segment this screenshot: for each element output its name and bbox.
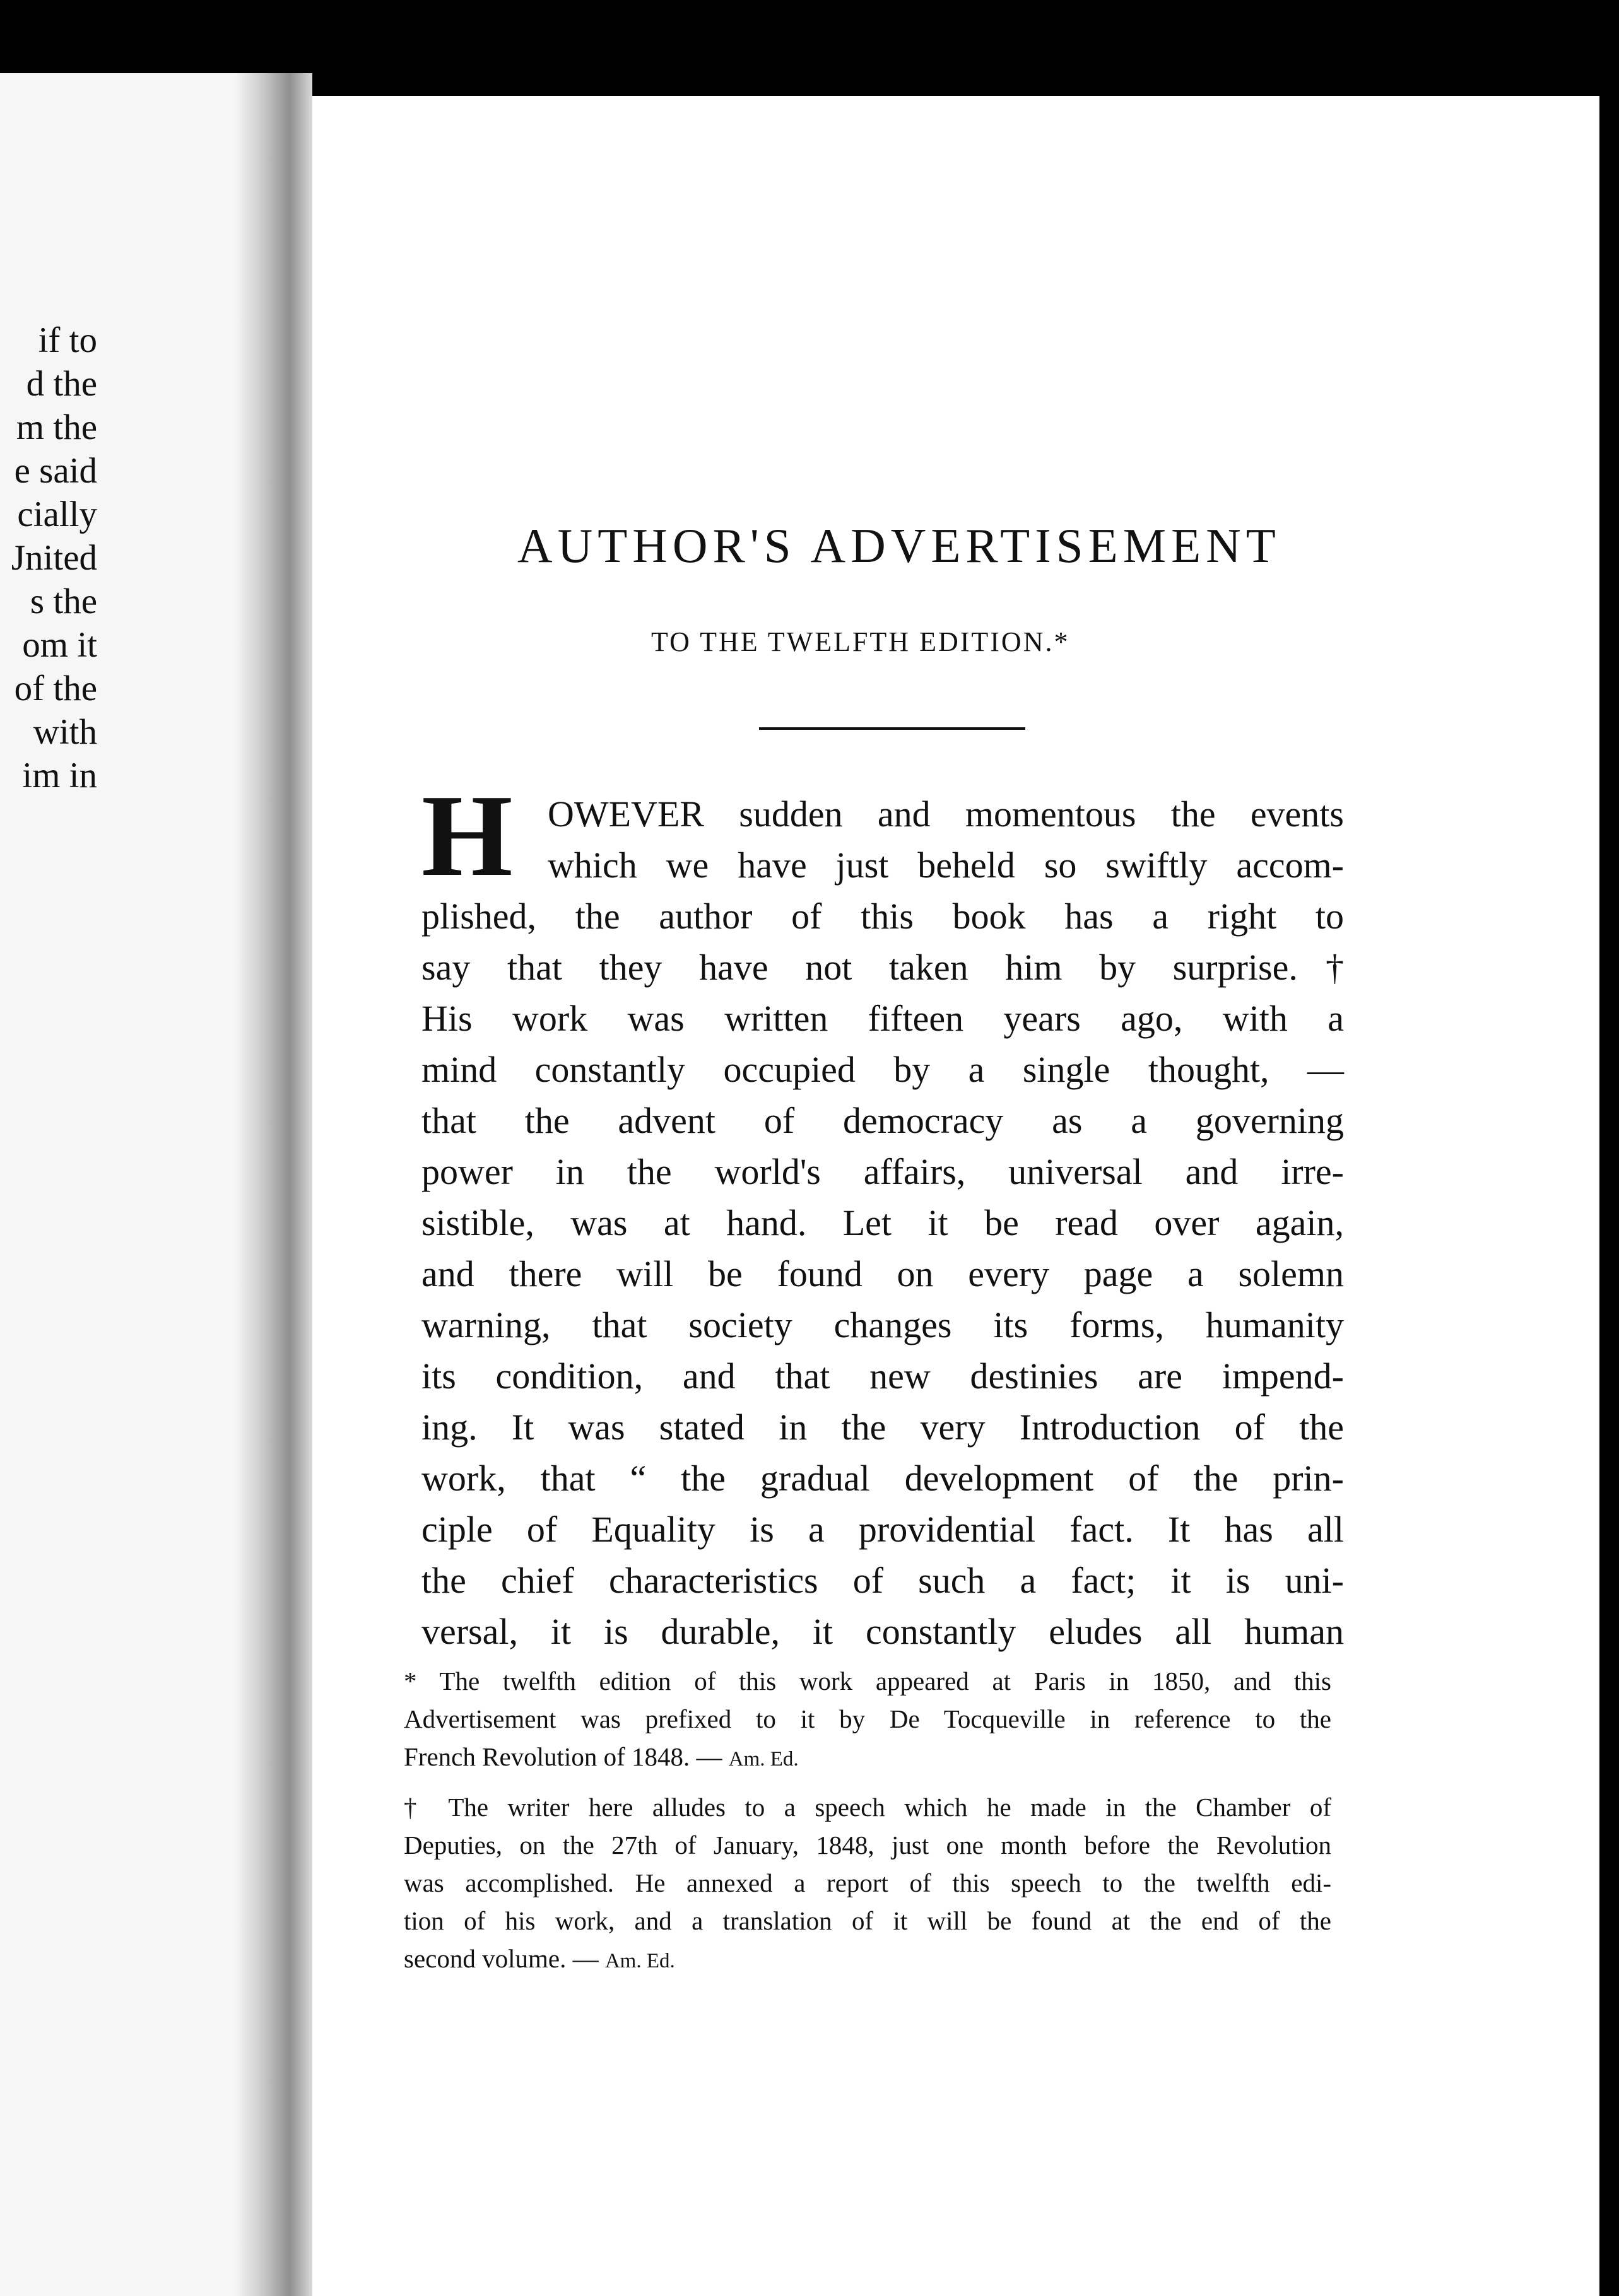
left-line: Jnited	[11, 538, 97, 578]
left-line: cially	[17, 495, 97, 534]
footnote-line: tion of his work, and a translation of it will be found at the end of the	[404, 1906, 1331, 1935]
body-line: versal, it is durable, it constantly eludes all human	[421, 1611, 1344, 1652]
left-page-text-fragments	[11, 319, 97, 797]
book-gutter-shadow	[237, 73, 312, 2296]
body-line: sistible, was at hand. Let it be read over again,	[421, 1202, 1344, 1243]
footnote-line: * The twelfth edition of this work appeared at Paris in 1850, and this	[404, 1666, 1331, 1696]
footnote-line: Deputies, on the 27th of January, 1848, just one month before the Revolution	[404, 1830, 1331, 1860]
body-line: and there will be found on every page a solemn	[421, 1253, 1344, 1294]
footnote-gap	[404, 1776, 1331, 1788]
body-line: the chief characteristics of such a fact; it is uni-	[421, 1560, 1344, 1601]
body-line: warning, that society changes its forms, humanity	[421, 1304, 1344, 1345]
page-subtitle: TO THE TWELFTH EDITION.*	[651, 626, 1070, 657]
body-line: His work was written fifteen years ago, with a	[421, 998, 1344, 1039]
left-line: im in	[22, 756, 97, 795]
footnote-signature: Am. Ed.	[728, 1748, 799, 1771]
body-line: ciple of Equality is a providential fact. It has all	[421, 1509, 1344, 1550]
drop-cap: H	[421, 771, 513, 901]
footnote-line: was accomplished. He annexed a report of this speech to the twelfth edi-	[404, 1868, 1331, 1897]
page-title: AUTHOR'S ADVERTISEMENT	[517, 518, 1281, 573]
left-line: m the	[16, 407, 97, 447]
footnotes	[404, 1662, 1331, 1977]
body-line: say that they have not taken him by surprise.†	[421, 947, 1344, 988]
footnote-line	[404, 1738, 1331, 1776]
body-text	[421, 771, 1344, 1657]
title-divider-rule	[759, 727, 1025, 730]
footnote-line: † The writer here alludes to a speech which he made in the Chamber of	[404, 1793, 1331, 1822]
body-line: OWEVER sudden and momentous the events	[548, 794, 1344, 835]
body-line: which we have just beheld so swiftly accom-	[548, 845, 1344, 886]
footnote-text: French Revolution of 1848. —	[404, 1742, 722, 1771]
body-line: ing. It was stated in the very Introduction of the	[421, 1407, 1344, 1448]
footnote-signature: Am. Ed.	[604, 1950, 675, 1972]
left-line: s the	[30, 582, 97, 621]
left-line: of the	[14, 669, 97, 708]
left-line: with	[33, 712, 97, 752]
body-line: that the advent of democracy as a governing	[421, 1100, 1344, 1141]
left-line: d the	[26, 364, 97, 404]
body-line: plished, the author of this book has a right to	[421, 896, 1344, 937]
footnote-line: Advertisement was prefixed to it by De Tocqueville in reference to the	[404, 1704, 1331, 1733]
body-line: work, that “ the gradual development of the prin-	[421, 1458, 1344, 1499]
body-line: power in the world's affairs, universal and irre-	[421, 1151, 1344, 1192]
left-line: e said	[14, 451, 97, 491]
footnote-line	[404, 1940, 1331, 1977]
body-line: mind constantly occupied by a single thought, —	[421, 1049, 1344, 1090]
footnote-text: second volume. —	[404, 1944, 599, 1973]
left-line: om it	[22, 625, 97, 665]
body-line: its condition, and that new destinies are impend-	[421, 1356, 1344, 1397]
left-line: if to	[38, 320, 97, 360]
